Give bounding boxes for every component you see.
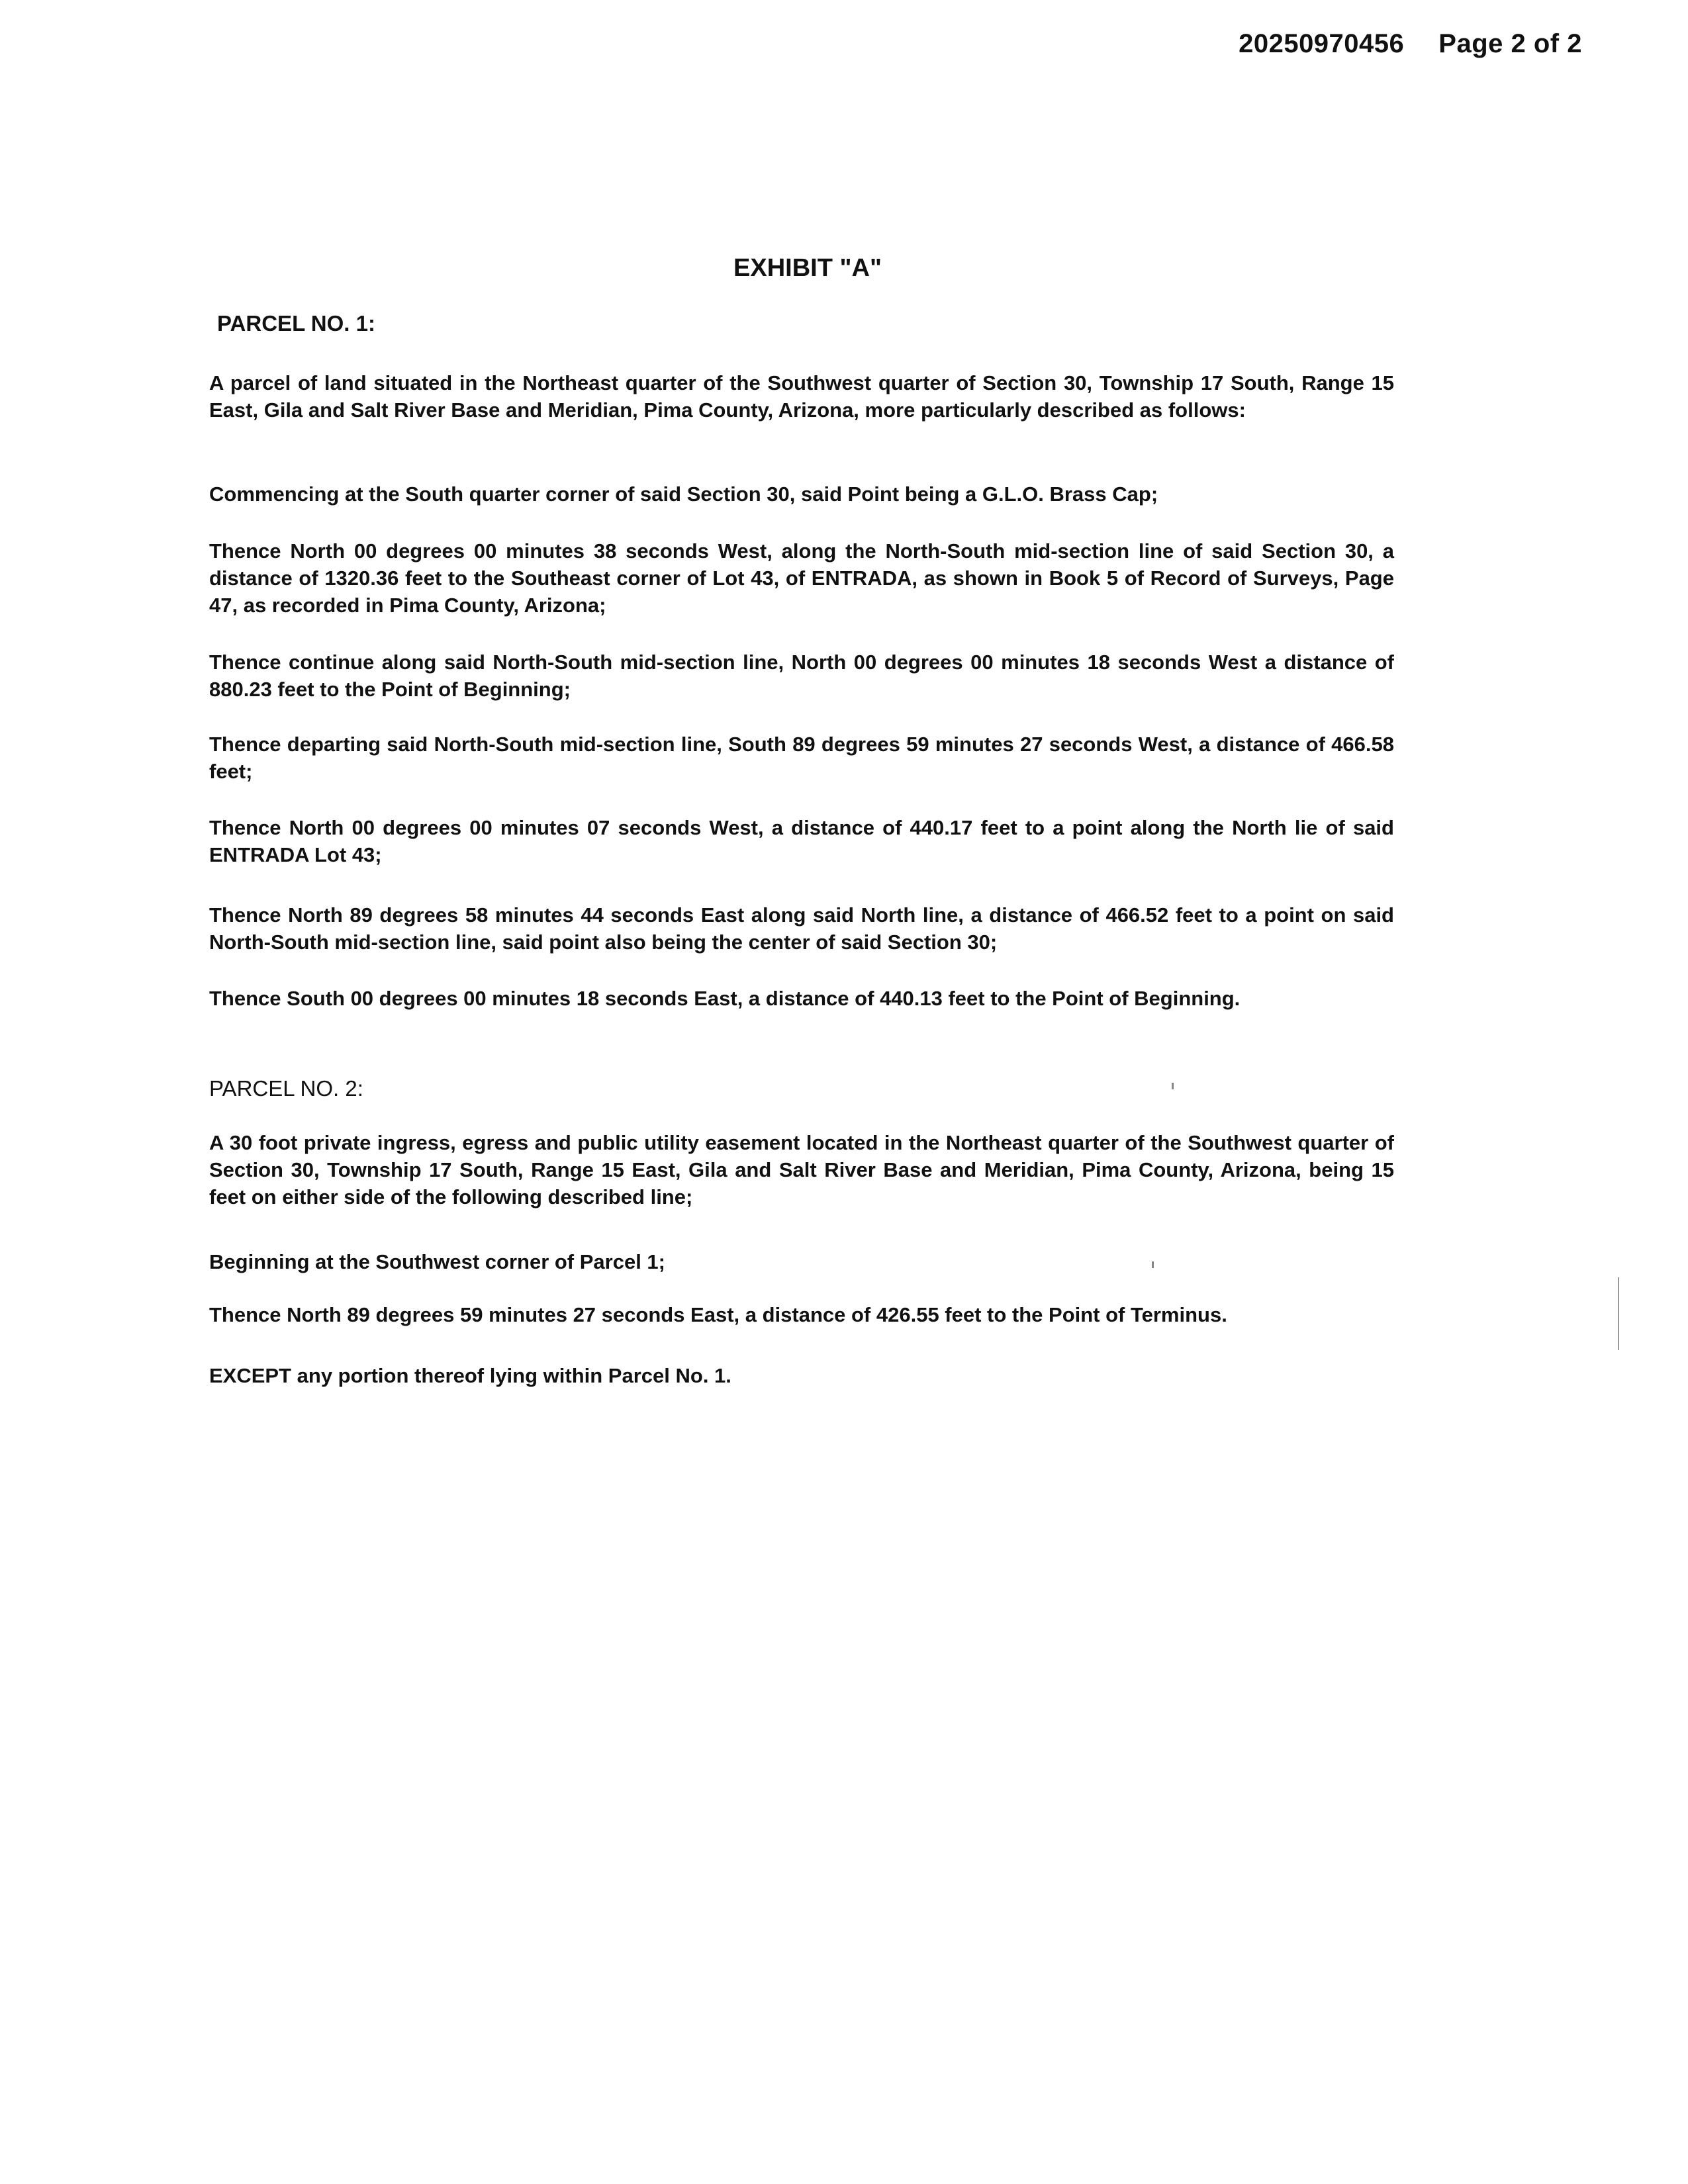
page-header bbox=[1239, 29, 1582, 59]
parcel-1-paragraph: Thence North 89 degrees 58 minutes 44 seconds East along said North line, a distance of 466.52 feet to a point on said North-South mid-section line, said point also being the center of said Section 30; bbox=[209, 903, 1394, 954]
parcel-1-paragraph: Thence North 00 degrees 00 minutes 38 seconds West, along the North-South mid-section line of said Section 30, a distance of 1320.36 feet to the Southeast corner of Lot 43, of ENTRADA, as shown in Book 5 of Record of Surveys, Page 47, as recorded in Pima County, Arizona; bbox=[209, 539, 1394, 617]
parcel-1-paragraph: Commencing at the South quarter corner of said Section 30, said Point being a G.L.O. Brass Cap; bbox=[209, 482, 1158, 506]
parcel-1-label: PARCEL NO. 1: bbox=[217, 311, 375, 336]
parcel-2-paragraph: A 30 foot private ingress, egress and public utility easement located in the Northeast quarter of the Southwest quarter of Section 30, Township 17 South, Range 15 East, Gila and Salt River Base and Meridian, Pima County, Arizona, being 15 feet on either side of the following described line; bbox=[209, 1131, 1394, 1208]
parcel-2-paragraph: Thence North 89 degrees 59 minutes 27 seconds East, a distance of 426.55 feet to the Point of Terminus. bbox=[209, 1303, 1227, 1326]
parcel-2-paragraph: Beginning at the Southwest corner of Parcel 1; bbox=[209, 1250, 665, 1273]
exhibit-title: EXHIBIT "A" bbox=[733, 254, 882, 282]
parcel-1-paragraph: Thence departing said North-South mid-section line, South 89 degrees 59 minutes 27 seconds West, a distance of 466.58 feet; bbox=[209, 733, 1394, 783]
scan-speck bbox=[1152, 1261, 1154, 1268]
page-number: Page 2 of 2 bbox=[1438, 29, 1582, 58]
scan-speck bbox=[1172, 1083, 1174, 1089]
parcel-2-label: PARCEL NO. 2: bbox=[209, 1076, 363, 1101]
parcel-1-paragraph: Thence continue along said North-South mid-section line, North 00 degrees 00 minutes 18 seconds West a distance of 880.23 feet to the Point of Beginning; bbox=[209, 651, 1394, 701]
document-number: 20250970456 bbox=[1239, 29, 1405, 58]
scan-artifact-line bbox=[1618, 1277, 1619, 1350]
parcel-1-paragraph: Thence South 00 degrees 00 minutes 18 seconds East, a distance of 440.13 feet to the Point of Beginning. bbox=[209, 987, 1241, 1010]
parcel-1-paragraph: Thence North 00 degrees 00 minutes 07 seconds West, a distance of 440.17 feet to a point along the North lie of said ENTRADA Lot 43; bbox=[209, 816, 1394, 866]
parcel-1-paragraph: A parcel of land situated in the Northeast quarter of the Southwest quarter of Section 30, Township 17 South, Range 15 East, Gila and Salt River Base and Meridian, Pima County, Arizona, more particularly described as follows: bbox=[209, 371, 1394, 422]
parcel-2-paragraph: EXCEPT any portion thereof lying within Parcel No. 1. bbox=[209, 1364, 731, 1387]
